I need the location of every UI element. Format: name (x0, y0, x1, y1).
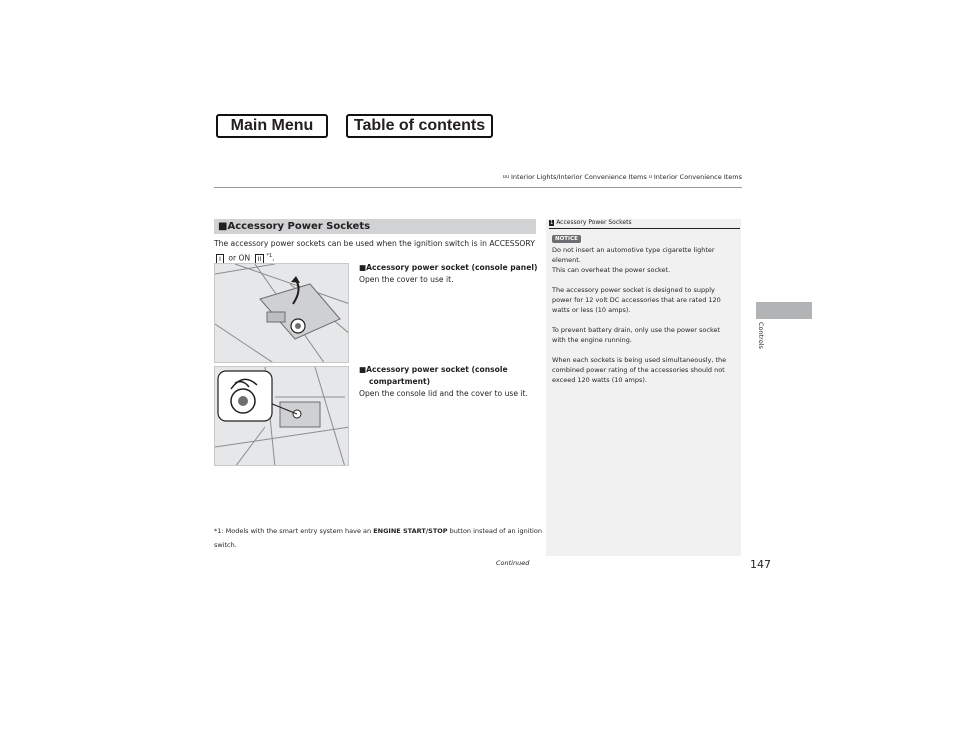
main-menu-button[interactable]: Main Menu (216, 114, 328, 138)
table-of-contents-button[interactable]: Table of contents (346, 114, 493, 138)
page-number: 147 (750, 558, 771, 571)
sub-heading-console-compartment: ■Accessory power socket (console compartment) (359, 365, 508, 386)
sidebar-paragraph-5: When each sockets is being used simultaneously, the combined power rating of the accessories should not exceed 120 watts (10 amps). (552, 356, 727, 384)
sidebar-paragraph-4: To prevent battery drain, only use the power socket with the engine running. (552, 326, 721, 344)
footnote: *1: Models with the smart entry system have an ENGINE START/STOP button instead of an ignition switch. (214, 527, 542, 549)
breadcrumb-part-2: Interior Convenience Items (653, 173, 742, 181)
intro-text: The accessory power sockets can be used when the ignition switch is in ACCESSORY I or ON II $^{*1}$. (214, 239, 535, 263)
sub-heading-console-panel: ■Accessory power socket (console panel) (359, 263, 538, 272)
sub-text-console-panel: Open the cover to use it. (359, 275, 454, 284)
sidebar-paragraph-2: This can overheat the power socket. (552, 266, 671, 274)
console-compartment-socket-image (214, 366, 349, 466)
header-rule (214, 187, 742, 188)
console-panel-socket-image (214, 263, 349, 363)
footnote-ref[interactable]: *1 (266, 253, 273, 259)
reference-icon: 1 (550, 219, 554, 226)
section-tab-label: Controls (757, 322, 765, 349)
breadcrumb (503, 173, 742, 181)
breadcrumb-part-1[interactable]: Interior Lights/Interior Convenience Items (511, 173, 647, 181)
section-tab[interactable] (756, 302, 812, 319)
sidebar-title: 1 Accessory Power Sockets (550, 219, 632, 226)
sidebar-rule (549, 228, 740, 229)
double-arrow-icon: uu (502, 174, 509, 180)
sidebar-paragraph-1: Do not insert an automotive type cigarette lighter element. (552, 246, 715, 264)
sidebar-paragraph-3: The accessory power socket is designed to supply power for 12 volt DC accessories that are rated 120 watts or less (10 amps). (552, 286, 721, 314)
arrow-icon: u (648, 174, 652, 180)
sub-text-console-compartment: Open the console lid and the cover to use it. (359, 389, 528, 398)
continued-label: Continued (496, 559, 530, 567)
ignition-key-i-icon: I (216, 254, 224, 264)
notice-badge: NOTICE (552, 235, 581, 243)
ignition-key-ii-icon: II (255, 254, 265, 264)
section-heading: ■Accessory Power Sockets (214, 219, 536, 234)
